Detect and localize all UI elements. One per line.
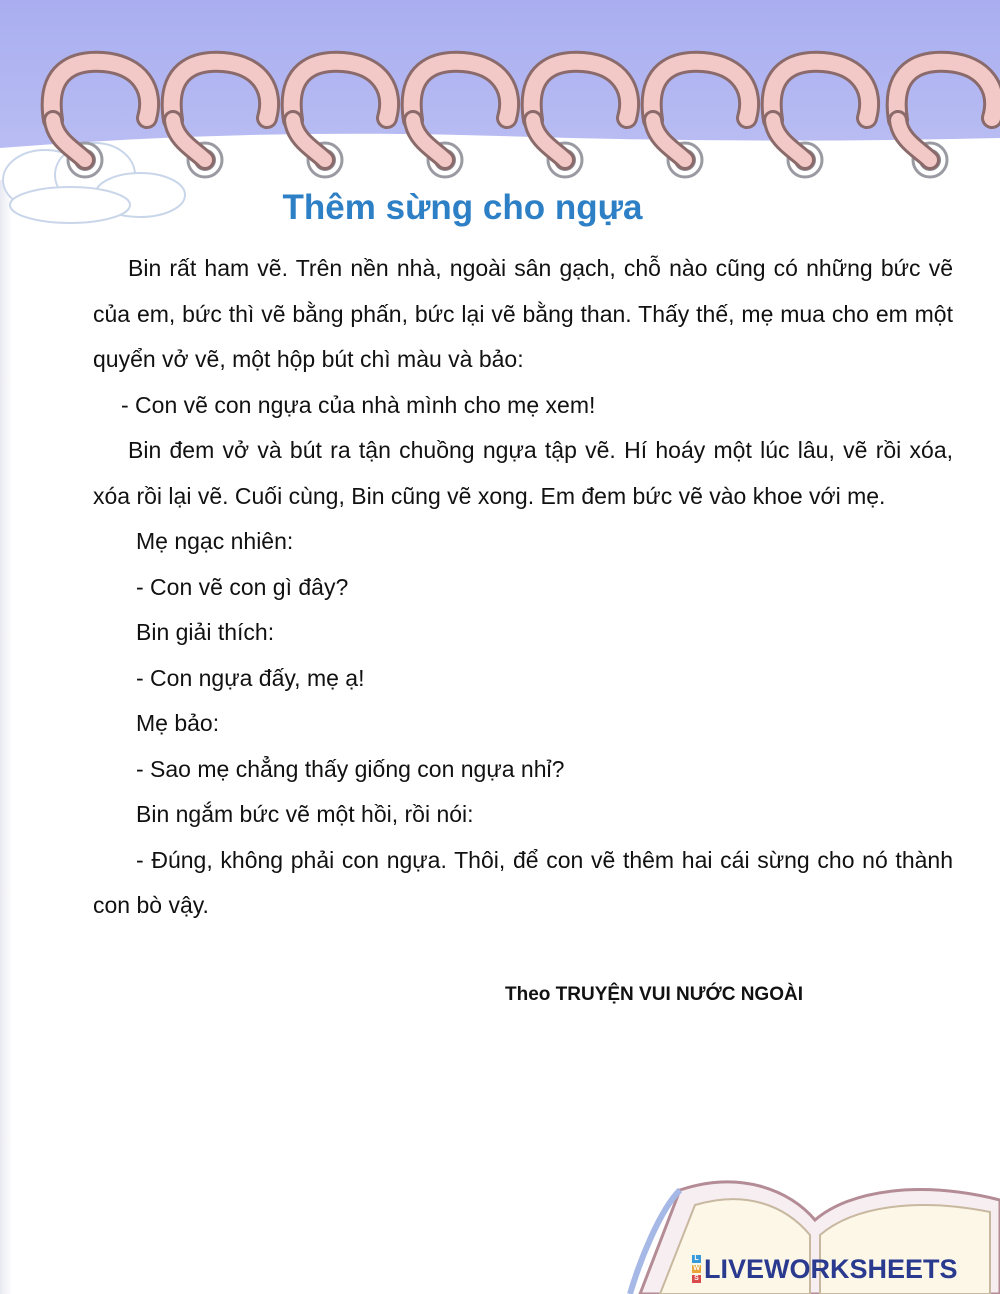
- paragraph-2: - Con vẽ con ngựa của nhà mình cho mẹ xem!: [121, 391, 596, 418]
- logo-text: LIVEWORKSHEETS: [704, 1253, 958, 1284]
- story-source: Theo TRUYỆN VUI NƯỚC NGOÀI: [505, 984, 803, 1005]
- paragraph-6: Bin giải thích:: [136, 619, 275, 645]
- notebook-spiral-rings: [0, 0, 1000, 200]
- paragraph-7: - Con ngựa đấy, mẹ ạ!: [136, 664, 365, 691]
- paragraph-9: - Sao mẹ chẳng thấy giống con ngựa nhỉ?: [136, 755, 565, 782]
- paper-left-edge: [0, 180, 12, 1294]
- paragraph-3: Bin đem vở và bút ra tận chuồng ngựa tập vẽ. Hí hoáy một lúc lâu, vẽ rồi xóa, xóa rồi lại vẽ. Cuối cùng, Bin cũng vẽ xong. Em đem bức vẽ vào khoe với mẹ.: [93, 437, 953, 509]
- paragraph-10: Bin ngắm bức vẽ một hồi, rồi nói:: [136, 801, 474, 827]
- paragraph-1: Bin rất ham vẽ. Trên nền nhà, ngoài sân gạch, chỗ nào cũng có những bức vẽ của em, bức thì vẽ bằng phấn, bức lại vẽ bằng than. Thấy thế, mẹ mua cho em một quyển vở vẽ, một hộp bút chì màu và bảo:: [93, 255, 953, 372]
- liveworksheets-logo[interactable]: [692, 1252, 958, 1286]
- paragraph-8: Mẹ bảo:: [136, 710, 220, 736]
- story-body: [93, 246, 953, 929]
- story-title: Thêm sừng cho ngựa: [282, 188, 643, 227]
- paragraph-5: - Con vẽ con gì đây?: [136, 573, 349, 600]
- logo-mark-icon: L W S: [693, 1255, 700, 1282]
- paragraph-11: - Đúng, không phải con ngựa. Thôi, để con vẽ thêm hai cái sừng cho nó thành con bò vậy.: [93, 846, 953, 918]
- paragraph-4: Mẹ ngạc nhiên:: [136, 528, 294, 554]
